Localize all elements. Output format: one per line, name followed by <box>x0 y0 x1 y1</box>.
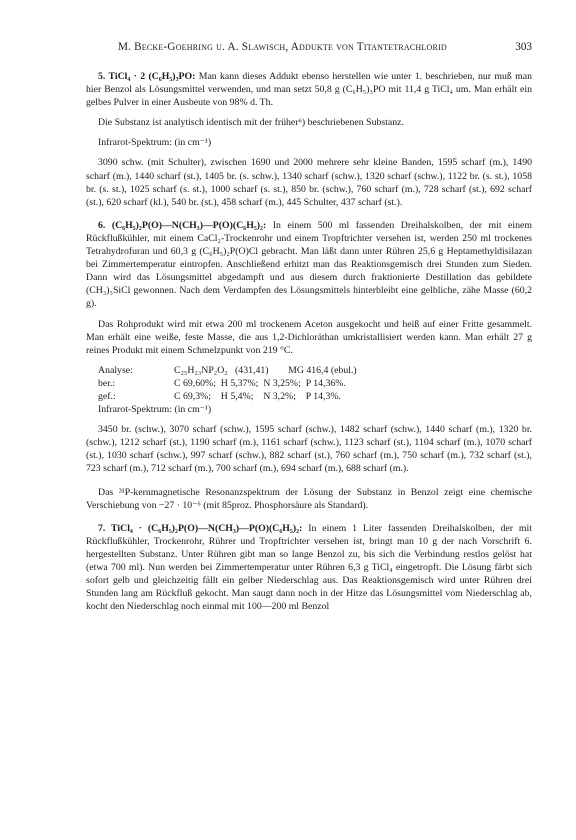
ber-label: ber.: <box>98 377 116 389</box>
section-5-text: Man kann dieses Addukt ebenso herstellen wie unter 1. beschrieben, nur muß man hier Benzol als Lösungsmittel verwenden, und man setzt 50,8 g (C₆H₅)₃PO mit 11,4 g TiCl₄ um. Man erhält ein gelbes Pulver in einer Ausbeute von 98% d. Th. <box>86 71 533 109</box>
analysis-gef-row <box>86 390 532 403</box>
section-6-nmr: Das ³¹P-kernmagnetische Resonanzspektrum der Lösung der Substanz in Benzol zeigt eine chemische Verschiebung von −27 · 10⁻⁶ (mit 85proz. Phosphorsäure als Standard). <box>86 486 532 511</box>
analysis-ber-row <box>86 377 532 390</box>
section-5-ir-label: Infrarot-Spektrum: (in cm⁻¹) <box>98 137 212 149</box>
analysis-block <box>86 364 532 403</box>
page-header <box>86 41 532 55</box>
section-7-heading: 7. TiCl₄ · (C₆H₅)₂P(O)—N(CH₃)—P(O)(C₆H₅)₂: <box>98 522 303 534</box>
section-5-paragraph <box>86 70 532 109</box>
section-6-paragraph <box>86 219 532 311</box>
section-5-heading: 5. TiCl₄ · 2 (C₆H₅)₃PO: <box>98 71 196 82</box>
running-title: M. Becke-Goehring u. A. Slawisch, Addukte von Titantetrachlorid <box>118 41 447 53</box>
page-number: 303 <box>515 41 532 53</box>
analysis-formula: C₂₅H₂₃NP₂O₂ (431,41) MG 416,4 (ebul.) <box>174 364 357 376</box>
ber-values: C 69,60%; H 5,37%; N 3,25%; P 14,36%. <box>174 377 346 389</box>
section-6-text2: Das Rohprodukt wird mit etwa 200 ml trockenem Aceton ausgekocht und heiß auf einer Fritte gesammelt. Man erhält eine weiße, feste Masse, die aus 1,2-Dichloräthan umkristallisiert werden kann. Man erhält 27 g reines Produkt mit einem Schmelzpunkt von 219 °C. <box>86 318 532 356</box>
analysis-row <box>86 364 532 377</box>
document-page <box>86 0 532 840</box>
section-6-ir-label: Infrarot-Spektrum: (in cm⁻¹) <box>98 404 212 416</box>
section-7-paragraph <box>86 522 532 614</box>
section-5-identity: Die Substanz ist analytisch identisch mit der früher⁶) beschriebenen Substanz. <box>98 117 404 129</box>
section-6-ir-data: 3450 br. (schw.), 3070 scharf (schw.), 1595 scharf (schw.), 1482 scharf (schw.), 1440 scharf (m.), 1320 br. (schw.), 1212 scharf (st.), 1190 scharf (m.), 1161 scharf (schw.), 1123 scharf (st.), 1104 scharf (m.), 1070 scharf (st.), 1030 scharf (schw.), 997 scharf (schw.), 882 scharf (st.), 760 scharf (m.), 750 scharf (m.), 732 scharf (st.), 723 scharf (m.), 712 scharf (m.), 700 scharf (m.), 694 scharf (m.), 688 scharf (m.). <box>86 424 532 475</box>
section-5-ir-data: 3090 schw. (mit Schulter), zwischen 1690 und 2000 mehrere sehr kleine Banden, 1595 scharf (m.), 1490 scharf (m.), 1440 scharf (st.), 1405 br. (s. schw.), 1340 scharf (schw.), 1320 scharf (schw.), 1122 br. (s. st.), 1058 br. (s. st.), 1025 scharf (s. st.), 1000 scharf (s. st.), 850 br. (schw.), 760 scharf (m.), 728 scharf (st.), 692 scharf (st.), 620 scharf (kl.), 540 br. (st.), 458 scharf (m.), 445 Schulter, 437 scharf (st.). <box>86 157 532 208</box>
section-7-text: In einem 1 Liter fassenden Dreihalskolben, der mit Rückflußkühler, Trockenrohr, Rührer und Tropftrichter versehen ist, bringt man 10 g der nach Vorschrift 6. hergestellten Substanz. Unter Rühren gibt man so lange Benzol zu, bis sich die Verbindung restlos gelöst hat (etwa 700 ml). Nun werden bei Zimmertemperatur unter Rühren 6,3 g TiCl₄ eingetropft. Die Lösung färbt sich sofort gelb und gleichzeitig fällt ein gelber Niederschlag aus. Das Reaktionsgemisch wird unter Rühren drei Stunden lang am Rückfluß gekocht. Man saugt dann noch in der Hitze das Lösungsmittel vom Niederschlag ab, kocht den Niederschlag noch einmal mit 100—200 ml Benzol <box>86 522 533 613</box>
gef-values: C 69,3%; H 5,4%; N 3,2%; P 14,3%. <box>174 390 341 402</box>
section-6-heading: 6. (C₆H₅)₂P(O)—N(CH₃)—P(O)(C₆H₅)₂: <box>98 219 267 231</box>
gef-label: gef.: <box>98 390 116 402</box>
analysis-label: Analyse: <box>98 364 133 376</box>
section-6-text: In einem 500 ml fassenden Dreihalskolben, der mit einem Rückflußkühler, mit einem CaCl₂-Trockenrohr und einem Tropftrichter versehen ist, werden 250 ml trockenes Tetrahydrofuran und 60,3 g (C₆H₅)₂P(O)Cl gebracht. Man läßt dann unter Rühren 25,6 g Heptamethyldisilazan bei Zimmertemperatur eintropfen. Anschließend erhitzt man das Reaktionsgemisch drei Stunden zum Sieden. Dann wird das Lösungsmittel abgedampft und aus diesem durch fraktionierte Destillation das gebildete (CH₃)₃SiCl gewonnen. Nach dem Verdampfen des Lösungsmittels hinterbleibt eine gelbliche, zähe Masse (60,2 g). <box>86 219 532 310</box>
page-body <box>86 70 532 613</box>
